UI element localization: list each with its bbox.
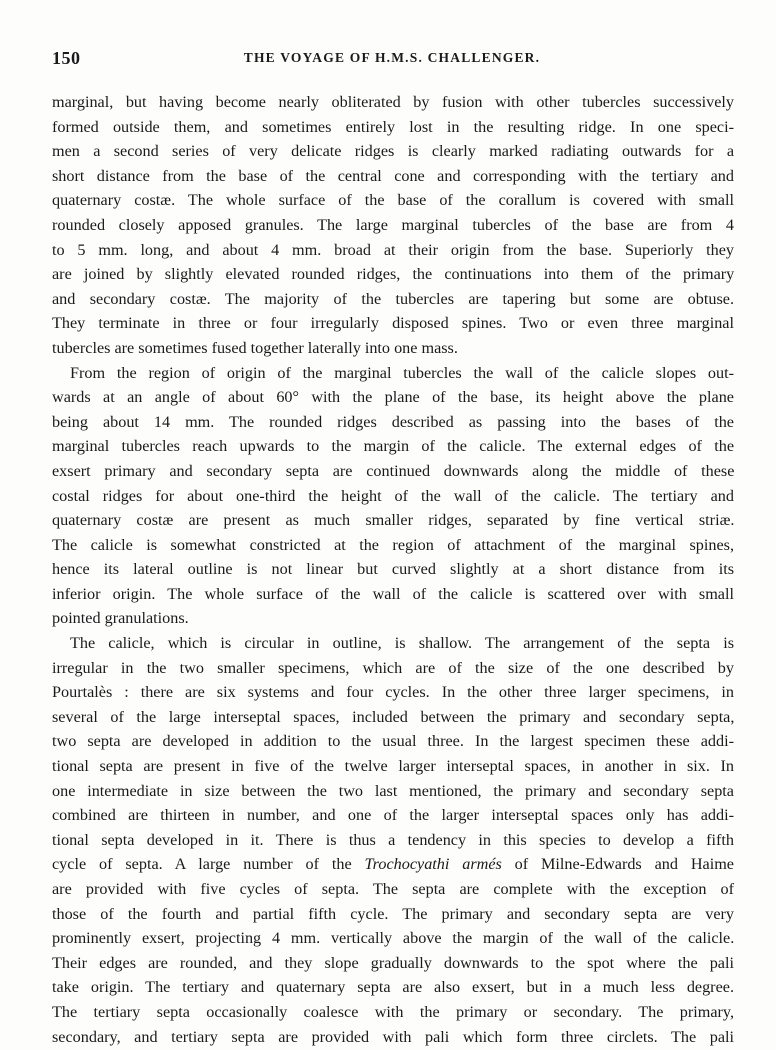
text-line: tional septa are present in five of the twelve larger interseptal spaces, in another in six. In bbox=[52, 757, 734, 776]
text-line: several of the large interseptal spaces, included between the primary and secondary septa, bbox=[52, 707, 735, 726]
text-line: cycle of septa. A large number of the Trochocyathi armés of Milne-Edwards and Haime bbox=[52, 855, 734, 874]
text-line: quaternary costæ. The whole surface of the base of the corallum is covered with small bbox=[52, 191, 734, 210]
text-line: tional septa developed in it. There is thus a tendency in this species to develop a fifth bbox=[52, 830, 734, 849]
body-text bbox=[52, 90, 734, 1049]
italic-term: Trochocyathi armés bbox=[364, 855, 502, 874]
text-line: Their edges are rounded, and they slope gradually downwards to the spot where the pali bbox=[52, 953, 734, 972]
running-title: THE VOYAGE OF H.M.S. CHALLENGER. bbox=[243, 50, 541, 65]
text-line: They terminate in three or four irregularly disposed spines. Two or even three marginal bbox=[52, 314, 734, 333]
page-header bbox=[52, 48, 732, 70]
text-line: men a second series of very delicate ridges is clearly marked radiating outwards for a bbox=[52, 142, 735, 161]
text-line: are provided with five cycles of septa. The septa are complete with the exception of bbox=[52, 880, 734, 898]
text-line: wards at an angle of about 60° with the plane of the base, its height above the plane bbox=[52, 388, 734, 407]
text-line: The calicle is somewhat constricted at the region of attachment of the marginal spines, bbox=[52, 535, 734, 554]
text-line: The calicle, which is circular in outline, is shallow. The arrangement of the septa is bbox=[70, 634, 734, 653]
text-line: hence its lateral outline is not linear but curved slightly at a short distance from its bbox=[52, 560, 734, 579]
text-line: combined are thirteen in number, and one of the larger interseptal spaces only has addi- bbox=[52, 806, 734, 825]
text-line: tubercles are sometimes fused together laterally into one mass. bbox=[52, 338, 458, 357]
paragraph bbox=[52, 90, 734, 361]
text-line: rounded closely apposed granules. The large marginal tubercles of the base are from 4 bbox=[52, 215, 734, 234]
text-line: those of the fourth and partial fifth cycle. The primary and secondary septa are very bbox=[52, 904, 734, 923]
text-line: and secondary costæ. The majority of the tubercles are tapering but some are obtuse. bbox=[52, 289, 734, 308]
text-line: marginal, but having become nearly obliterated by fusion with other tubercles successively bbox=[52, 93, 734, 111]
text-line: costal ridges for about one-third the height of the wall of the calicle. The tertiary and bbox=[52, 486, 734, 505]
text-line: take origin. The tertiary and quaternary septa are also exsert, but in a much less degree. bbox=[52, 978, 734, 997]
text-line: From the region of origin of the marginal tubercles the wall of the calicle slopes out- bbox=[70, 363, 734, 382]
text-line: one intermediate in size between the two last mentioned, the primary and secondary septa bbox=[52, 781, 734, 800]
text-line: exsert primary and secondary septa are continued downwards along the middle of these bbox=[52, 461, 735, 480]
text-line: irregular in the two smaller specimens, which are of the size of the one described by bbox=[52, 658, 734, 677]
paragraph bbox=[52, 361, 734, 632]
page-number: 150 bbox=[52, 48, 81, 68]
text-line: short distance from the base of the central cone and corresponding with the tertiary and bbox=[52, 166, 734, 185]
text-line: prominently exsert, projecting 4 mm. vertically above the margin of the wall of the calicle. bbox=[52, 929, 735, 948]
text-line: quaternary costæ are present as much smaller ridges, separated by fine vertical striæ. bbox=[52, 511, 735, 530]
paragraph bbox=[52, 631, 734, 1049]
text-line: to 5 mm. long, and about 4 mm. broad at their origin from the base. Superiorly they bbox=[52, 240, 734, 259]
text-line: pointed granulations. bbox=[52, 609, 189, 628]
text-line: inferior origin. The whole surface of the wall of the calicle is scattered over with small bbox=[52, 584, 734, 603]
text-line: The tertiary septa occasionally coalesce with the primary or secondary. The primary, bbox=[52, 1002, 734, 1021]
text-line: Pourtalès : there are six systems and four cycles. In the other three larger specimens, in bbox=[52, 683, 734, 702]
text-line: being about 14 mm. The rounded ridges described as passing into the bases of the bbox=[52, 412, 734, 431]
text-line: two septa are developed in addition to the usual three. In the largest specimen these addi- bbox=[52, 732, 734, 751]
text-line: are joined by slightly elevated rounded ridges, the continuations into them of the primary bbox=[52, 265, 735, 284]
text-line: secondary, and tertiary septa are provided with pali which form three circlets. The pali bbox=[52, 1027, 734, 1046]
text-line: marginal tubercles reach upwards to the margin of the calicle. The external edges of the bbox=[52, 437, 734, 456]
text-line: formed outside them, and sometimes entirely lost in the resulting ridge. In one speci- bbox=[52, 117, 734, 136]
